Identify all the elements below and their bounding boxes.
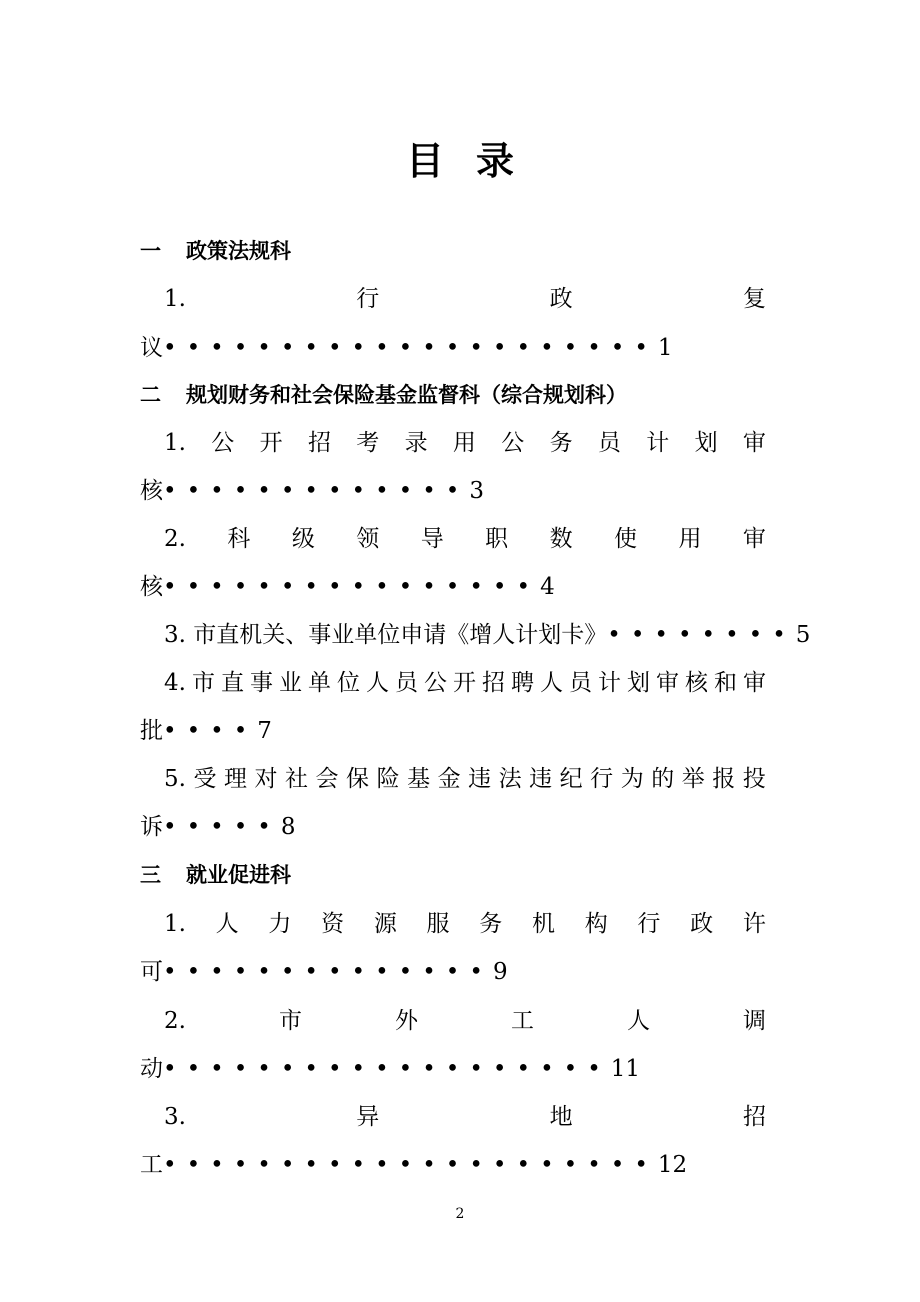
entry-title-char: 举 <box>681 766 705 792</box>
leader-dots: •••••••••••••••• <box>163 574 541 600</box>
entry-title-char: 外 <box>394 1008 418 1034</box>
section-number: 二 <box>140 383 161 407</box>
entry-title-char: 核 <box>684 670 708 696</box>
entry-title-tail: 核 <box>140 478 163 504</box>
entry-title-char: 导 <box>420 526 444 552</box>
entry-title-char: 机 <box>531 911 555 937</box>
entry-page: 9 <box>492 959 508 985</box>
entry-number: 3. <box>164 1104 186 1130</box>
entry-title-char: 招 <box>742 1104 766 1130</box>
entry-title-tail: 议 <box>140 335 163 361</box>
toc-entry-line2 <box>140 333 766 363</box>
entry-title-char: 调 <box>742 1008 766 1034</box>
leader-dots: ••••• <box>163 814 281 840</box>
entry-title-char: 对 <box>254 766 278 792</box>
entry-title-char: 聘 <box>510 670 534 696</box>
entry-title-char: 领 <box>356 526 380 552</box>
entry-number: 3. <box>164 622 194 648</box>
toc-entry-line2 <box>140 572 766 602</box>
entry-title-char: 力 <box>268 911 292 937</box>
entry-title-tail: 动 <box>140 1056 163 1082</box>
entry-title-char: 基 <box>407 766 431 792</box>
entry-title-tail: 工 <box>140 1152 163 1178</box>
entry-title-char: 地 <box>549 1104 573 1130</box>
section-heading <box>140 236 766 266</box>
entry-title-char: 违 <box>529 766 553 792</box>
entry-title-char: 职 <box>485 526 509 552</box>
entry-number: 1. <box>164 286 186 312</box>
entry-number: 1. <box>164 911 186 937</box>
entry-title-char: 金 <box>437 766 461 792</box>
entry-title-char: 市 <box>278 1008 302 1034</box>
section-number: 一 <box>140 239 161 263</box>
entry-title-char: 位 <box>336 670 360 696</box>
toc-entry-line1 <box>164 524 766 554</box>
entry-number: 1. <box>164 430 186 456</box>
entry-title-char: 划 <box>694 430 718 456</box>
entry-title-char: 资 <box>321 911 345 937</box>
entry-page: 3 <box>469 478 485 504</box>
entry-title-char: 理 <box>223 766 247 792</box>
entry-number: 2. <box>164 1008 186 1034</box>
section-heading <box>140 860 766 890</box>
entry-title-char: 许 <box>742 911 766 937</box>
toc-entry <box>164 620 811 650</box>
entry-title-char: 人 <box>215 911 239 937</box>
entry-title-char: 审 <box>655 670 679 696</box>
entry-title-char: 行 <box>590 766 614 792</box>
leader-dots: ••••••••••••••••••••• <box>163 335 658 361</box>
leader-dots: •••• <box>163 718 258 744</box>
entry-title-char: 投 <box>742 766 766 792</box>
entry-title-char: 用 <box>452 430 476 456</box>
entry-title-char: 审 <box>742 430 766 456</box>
entry-title-char: 人 <box>365 670 389 696</box>
toc-entry-line2 <box>140 957 766 987</box>
entry-page: 11 <box>610 1056 641 1082</box>
toc-entry-line1 <box>164 668 766 698</box>
toc-entry-line1 <box>164 764 766 794</box>
entry-title-char: 开 <box>452 670 476 696</box>
entry-title-char: 违 <box>468 766 492 792</box>
toc-entry-line1 <box>164 1006 766 1036</box>
entry-title-char: 使 <box>614 526 638 552</box>
entry-page: 5 <box>795 622 811 648</box>
entry-title-char: 考 <box>356 430 380 456</box>
entry-number: 4. <box>164 670 186 696</box>
entry-title-char: 异 <box>356 1104 380 1130</box>
section-title: 政策法规科 <box>186 239 291 263</box>
entry-title-char: 数 <box>549 526 573 552</box>
entry-title-char: 复 <box>742 286 766 312</box>
entry-title-char: 人 <box>626 1008 650 1034</box>
toc-entry-line1 <box>164 909 766 939</box>
toc-entry-line1 <box>164 284 766 314</box>
section-title: 规划财务和社会保险基金监督科（综合规划科） <box>186 383 627 407</box>
entry-title-char: 审 <box>742 526 766 552</box>
entry-title-char: 源 <box>373 911 397 937</box>
entry-title-char: 计 <box>646 430 670 456</box>
section-heading <box>140 380 766 410</box>
entry-title-tail: 诉 <box>140 814 163 840</box>
entry-page: 1 <box>657 335 673 361</box>
leader-dots: •••••••••••••• <box>163 959 493 985</box>
entry-title-char: 公 <box>211 430 235 456</box>
entry-page: 4 <box>540 574 555 600</box>
entry-title-char: 用 <box>678 526 702 552</box>
entry-title-char: 保 <box>346 766 370 792</box>
leader-dots: •••••••• <box>607 622 796 648</box>
entry-title-char: 会 <box>315 766 339 792</box>
entry-title-char: 和 <box>713 670 737 696</box>
entry-title-char: 业 <box>278 670 302 696</box>
entry-title-char: 政 <box>690 911 714 937</box>
page-number: 2 <box>455 1206 465 1222</box>
entry-title-char: 报 <box>712 766 736 792</box>
entry-title-char: 录 <box>404 430 428 456</box>
entry-title-char: 人 <box>539 670 563 696</box>
toc-entry-line2 <box>140 1054 766 1084</box>
entry-title-char: 受 <box>193 766 217 792</box>
entry-title-char: 构 <box>584 911 608 937</box>
entry-title-char: 开 <box>259 430 283 456</box>
toc-entry-line1 <box>164 1102 766 1132</box>
entry-title-char: 单 <box>307 670 331 696</box>
entry-number: 5. <box>164 766 186 792</box>
entry-page: 12 <box>657 1152 688 1178</box>
entry-title-char: 员 <box>597 430 621 456</box>
toc-entry-line2 <box>140 1150 766 1180</box>
leader-dots: ••••••••••••••••••• <box>163 1056 611 1082</box>
entry-title-char: 公 <box>501 430 525 456</box>
entry-title-char: 为 <box>620 766 644 792</box>
entry-title-char: 员 <box>394 670 418 696</box>
entry-title-char: 务 <box>479 911 503 937</box>
entry-title-char: 政 <box>549 286 573 312</box>
entry-title-char: 招 <box>307 430 331 456</box>
entry-title-char: 行 <box>356 286 380 312</box>
entry-title-tail: 可 <box>140 959 163 985</box>
entry-page: 8 <box>280 814 296 840</box>
entry-title-char: 公 <box>423 670 447 696</box>
entry-title: 市直机关、事业单位申请《增人计划卡》 <box>193 622 608 648</box>
entry-title-char: 社 <box>285 766 309 792</box>
entry-title-char: 划 <box>626 670 650 696</box>
entry-title-char: 险 <box>376 766 400 792</box>
leader-dots: ••••••••••••• <box>163 478 470 504</box>
entry-title-char: 工 <box>510 1008 534 1034</box>
entry-title-char: 直 <box>220 670 244 696</box>
entry-title-char: 法 <box>498 766 522 792</box>
entry-title-char: 级 <box>291 526 315 552</box>
entry-title-char: 计 <box>597 670 621 696</box>
entry-title-char: 服 <box>426 911 450 937</box>
toc-entry-line2 <box>140 716 766 746</box>
entry-title-char: 招 <box>481 670 505 696</box>
entry-title-char: 的 <box>651 766 675 792</box>
section-number: 三 <box>140 863 161 887</box>
leader-dots: ••••••••••••••••••••• <box>163 1152 658 1178</box>
entry-title-char: 科 <box>227 526 251 552</box>
toc-entry-line2 <box>140 812 766 842</box>
entry-title-char: 审 <box>742 670 766 696</box>
toc-entry-line1 <box>164 428 766 458</box>
entry-title-char: 市 <box>191 670 215 696</box>
toc-entry-line2 <box>140 476 766 506</box>
entry-title-char: 事 <box>249 670 273 696</box>
page-title: 目录 <box>405 138 546 183</box>
entry-title-char: 行 <box>637 911 661 937</box>
section-title: 就业促进科 <box>186 863 291 887</box>
entry-title-char: 员 <box>568 670 592 696</box>
entry-page: 7 <box>257 718 272 744</box>
entry-title-char: 务 <box>549 430 573 456</box>
entry-title-tail: 核 <box>140 574 163 600</box>
entry-title-char: 纪 <box>559 766 583 792</box>
entry-title-tail: 批 <box>140 718 163 744</box>
entry-number: 2. <box>164 526 186 552</box>
